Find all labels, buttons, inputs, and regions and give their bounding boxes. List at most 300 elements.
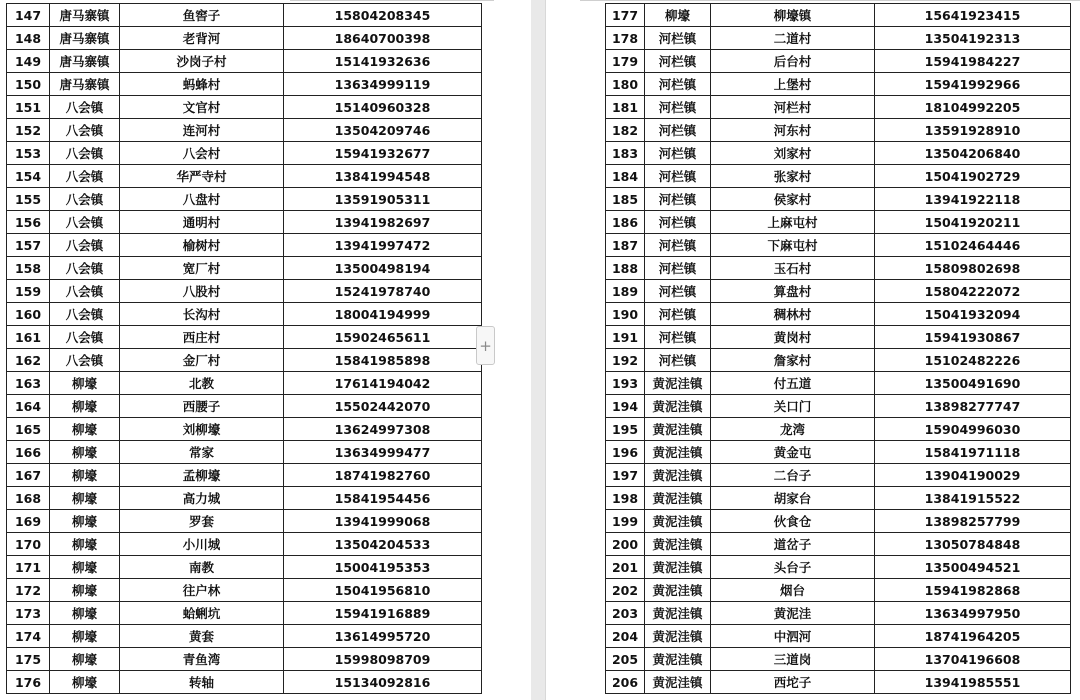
table-row	[7, 96, 482, 119]
cell-village: 上堡村	[711, 73, 875, 96]
cell-phone: 15134092816	[284, 671, 482, 694]
cell-number: 181	[606, 96, 645, 119]
cell-village: 算盘村	[711, 280, 875, 303]
cell-village: 伙食仓	[711, 510, 875, 533]
table-row	[606, 50, 1071, 73]
table-row	[7, 487, 482, 510]
cell-town: 八会镇	[50, 142, 120, 165]
cell-number: 171	[7, 556, 50, 579]
table-row	[606, 625, 1071, 648]
table-row	[606, 533, 1071, 556]
cell-phone: 18004194999	[284, 303, 482, 326]
cell-town: 黄泥洼镇	[645, 648, 711, 671]
cell-phone: 13634999119	[284, 73, 482, 96]
cell-number: 188	[606, 257, 645, 280]
cell-number: 154	[7, 165, 50, 188]
cell-number: 162	[7, 349, 50, 372]
cell-town: 柳壕	[50, 441, 120, 464]
cell-town: 河栏镇	[645, 349, 711, 372]
cell-town: 八会镇	[50, 188, 120, 211]
cell-number: 185	[606, 188, 645, 211]
table-row	[7, 188, 482, 211]
cell-village: 黄岗村	[711, 326, 875, 349]
cell-village: 头台子	[711, 556, 875, 579]
table-row	[7, 579, 482, 602]
cell-phone: 13941999068	[284, 510, 482, 533]
cell-village: 二台子	[711, 464, 875, 487]
cell-number: 156	[7, 211, 50, 234]
table-row	[7, 533, 482, 556]
table-row	[606, 188, 1071, 211]
cell-number: 170	[7, 533, 50, 556]
cell-village: 黄金屯	[711, 441, 875, 464]
cell-number: 183	[606, 142, 645, 165]
cell-village: 刘柳壕	[120, 418, 284, 441]
table-row	[7, 73, 482, 96]
cell-number: 158	[7, 257, 50, 280]
cell-village: 八股村	[120, 280, 284, 303]
cell-number: 187	[606, 234, 645, 257]
table-row	[7, 510, 482, 533]
cell-phone: 13841915522	[875, 487, 1071, 510]
cell-town: 柳壕	[50, 487, 120, 510]
cell-number: 203	[606, 602, 645, 625]
cell-town: 柳壕	[50, 671, 120, 694]
cell-town: 柳壕	[50, 372, 120, 395]
cell-village: 河东村	[711, 119, 875, 142]
cell-phone: 13624997308	[284, 418, 482, 441]
cell-village: 通明村	[120, 211, 284, 234]
cell-town: 唐马寨镇	[50, 27, 120, 50]
table-row	[606, 395, 1071, 418]
cell-phone: 13941997472	[284, 234, 482, 257]
table-row	[606, 119, 1071, 142]
cell-number: 182	[606, 119, 645, 142]
cell-town: 河栏镇	[645, 326, 711, 349]
cell-phone: 13941982697	[284, 211, 482, 234]
cell-village: 西庄村	[120, 326, 284, 349]
table-row	[7, 418, 482, 441]
cell-number: 159	[7, 280, 50, 303]
cell-number: 184	[606, 165, 645, 188]
page-divider	[545, 0, 546, 700]
table-row	[7, 234, 482, 257]
table-row	[7, 395, 482, 418]
cell-village: 沙岗子村	[120, 50, 284, 73]
table-body-left	[7, 4, 482, 694]
table-row	[606, 4, 1071, 27]
cell-number: 201	[606, 556, 645, 579]
cell-number: 169	[7, 510, 50, 533]
cell-village: 下麻屯村	[711, 234, 875, 257]
table-row	[606, 487, 1071, 510]
cell-phone: 15502442070	[284, 395, 482, 418]
cell-phone: 13591928910	[875, 119, 1071, 142]
cell-town: 唐马寨镇	[50, 4, 120, 27]
table-row	[606, 441, 1071, 464]
table-row	[7, 441, 482, 464]
cell-phone: 15804222072	[875, 280, 1071, 303]
cell-phone: 15998098709	[284, 648, 482, 671]
cell-town: 八会镇	[50, 303, 120, 326]
cell-phone: 15902465611	[284, 326, 482, 349]
cell-phone: 13704196608	[875, 648, 1071, 671]
cell-number: 167	[7, 464, 50, 487]
table-row	[606, 602, 1071, 625]
cell-phone: 13941985551	[875, 671, 1071, 694]
cell-village: 金厂村	[120, 349, 284, 372]
cell-town: 河栏镇	[645, 303, 711, 326]
cell-town: 唐马寨镇	[50, 73, 120, 96]
table-row	[606, 326, 1071, 349]
cell-phone: 15102464446	[875, 234, 1071, 257]
cell-phone: 18741982760	[284, 464, 482, 487]
cell-town: 八会镇	[50, 349, 120, 372]
table-row	[606, 556, 1071, 579]
cell-village: 八会村	[120, 142, 284, 165]
cell-phone: 13591905311	[284, 188, 482, 211]
cell-number: 168	[7, 487, 50, 510]
cell-number: 191	[606, 326, 645, 349]
cell-phone: 13504204533	[284, 533, 482, 556]
cell-phone: 15941930867	[875, 326, 1071, 349]
cell-phone: 13500498194	[284, 257, 482, 280]
cell-town: 柳壕	[50, 556, 120, 579]
cell-phone: 15941984227	[875, 50, 1071, 73]
table-row	[7, 50, 482, 73]
table-row	[606, 165, 1071, 188]
cell-number: 180	[606, 73, 645, 96]
cell-phone: 15841954456	[284, 487, 482, 510]
table-row	[606, 510, 1071, 533]
cell-number: 160	[7, 303, 50, 326]
cell-village: 西坨子	[711, 671, 875, 694]
table-row	[7, 625, 482, 648]
cell-town: 柳壕	[50, 533, 120, 556]
table-row	[7, 303, 482, 326]
cell-village: 小川城	[120, 533, 284, 556]
cell-village: 常家	[120, 441, 284, 464]
table-body-right	[606, 4, 1071, 694]
cell-number: 194	[606, 395, 645, 418]
cell-village: 关口门	[711, 395, 875, 418]
table-row	[606, 418, 1071, 441]
cell-town: 黄泥洼镇	[645, 441, 711, 464]
cell-village: 龙湾	[711, 418, 875, 441]
cell-number: 148	[7, 27, 50, 50]
contact-table-right	[605, 3, 1071, 694]
cell-phone: 15041932094	[875, 303, 1071, 326]
cell-phone: 13898277747	[875, 395, 1071, 418]
cell-town: 黄泥洼镇	[645, 671, 711, 694]
cell-village: 玉石村	[711, 257, 875, 280]
table-row	[7, 142, 482, 165]
page-gutter	[531, 0, 545, 700]
cell-phone: 17614194042	[284, 372, 482, 395]
cell-phone: 13904190029	[875, 464, 1071, 487]
cell-town: 柳壕	[50, 625, 120, 648]
cell-village: 付五道	[711, 372, 875, 395]
cell-town: 柳壕	[50, 510, 120, 533]
cell-town: 柳壕	[50, 602, 120, 625]
cell-phone: 15041902729	[875, 165, 1071, 188]
cell-number: 151	[7, 96, 50, 119]
cell-number: 186	[606, 211, 645, 234]
cell-number: 153	[7, 142, 50, 165]
table-row	[606, 349, 1071, 372]
cell-town: 河栏镇	[645, 50, 711, 73]
table-row	[606, 234, 1071, 257]
cell-number: 147	[7, 4, 50, 27]
cell-village: 张家村	[711, 165, 875, 188]
cell-town: 黄泥洼镇	[645, 418, 711, 441]
table-row	[606, 579, 1071, 602]
top-rule-left	[290, 0, 494, 1]
cell-village: 南教	[120, 556, 284, 579]
table-row	[606, 142, 1071, 165]
table-row	[7, 211, 482, 234]
cell-village: 黄泥洼	[711, 602, 875, 625]
cell-town: 河栏镇	[645, 211, 711, 234]
cell-village: 黄套	[120, 625, 284, 648]
cell-phone: 15841985898	[284, 349, 482, 372]
cell-village: 刘家村	[711, 142, 875, 165]
cell-phone: 13614995720	[284, 625, 482, 648]
cell-phone: 15841971118	[875, 441, 1071, 464]
cell-village: 詹家村	[711, 349, 875, 372]
table-row	[606, 464, 1071, 487]
cell-phone: 15041920211	[875, 211, 1071, 234]
cell-phone: 13500494521	[875, 556, 1071, 579]
cell-town: 八会镇	[50, 234, 120, 257]
cell-town: 八会镇	[50, 96, 120, 119]
cell-village: 上麻屯村	[711, 211, 875, 234]
cell-town: 黄泥洼镇	[645, 464, 711, 487]
watermark	[985, 665, 1075, 689]
cell-phone: 18741964205	[875, 625, 1071, 648]
cell-village: 蚂蜂村	[120, 73, 284, 96]
cell-village: 罗套	[120, 510, 284, 533]
cell-number: 193	[606, 372, 645, 395]
cell-town: 河栏镇	[645, 280, 711, 303]
cell-village: 连河村	[120, 119, 284, 142]
cell-phone: 13504192313	[875, 27, 1071, 50]
cell-phone: 18640700398	[284, 27, 482, 50]
table-row	[606, 303, 1071, 326]
cell-town: 柳壕	[50, 648, 120, 671]
table-row	[7, 556, 482, 579]
cell-village: 文官村	[120, 96, 284, 119]
table-row	[7, 671, 482, 694]
cell-village: 北教	[120, 372, 284, 395]
cell-phone: 15140960328	[284, 96, 482, 119]
cell-phone: 13898257799	[875, 510, 1071, 533]
cell-phone: 15941932677	[284, 142, 482, 165]
cell-village: 老背河	[120, 27, 284, 50]
cell-number: 152	[7, 119, 50, 142]
table-row	[7, 257, 482, 280]
cell-town: 河栏镇	[645, 257, 711, 280]
cell-town: 黄泥洼镇	[645, 487, 711, 510]
cell-town: 黄泥洼镇	[645, 372, 711, 395]
cell-number: 150	[7, 73, 50, 96]
cell-village: 后台村	[711, 50, 875, 73]
table-row	[7, 602, 482, 625]
cell-number: 199	[606, 510, 645, 533]
cell-town: 八会镇	[50, 257, 120, 280]
cell-phone: 13634997950	[875, 602, 1071, 625]
cell-number: 161	[7, 326, 50, 349]
cell-number: 198	[606, 487, 645, 510]
table-row	[7, 349, 482, 372]
cell-village: 榆树村	[120, 234, 284, 257]
contact-table-left	[6, 3, 482, 694]
cell-phone: 13634999477	[284, 441, 482, 464]
cell-town: 八会镇	[50, 119, 120, 142]
cell-phone: 13500491690	[875, 372, 1071, 395]
cell-village: 转轴	[120, 671, 284, 694]
cell-town: 黄泥洼镇	[645, 602, 711, 625]
cell-phone: 15904996030	[875, 418, 1071, 441]
cell-town: 黄泥洼镇	[645, 579, 711, 602]
cell-number: 206	[606, 671, 645, 694]
cell-phone: 15941916889	[284, 602, 482, 625]
cell-village: 中泗河	[711, 625, 875, 648]
cell-number: 157	[7, 234, 50, 257]
cell-town: 黄泥洼镇	[645, 625, 711, 648]
cell-phone: 13941922118	[875, 188, 1071, 211]
cell-town: 八会镇	[50, 280, 120, 303]
cell-town: 柳壕	[645, 4, 711, 27]
cell-town: 河栏镇	[645, 96, 711, 119]
cell-phone: 13504209746	[284, 119, 482, 142]
cell-village: 三道岗	[711, 648, 875, 671]
cell-village: 青鱼湾	[120, 648, 284, 671]
cell-number: 189	[606, 280, 645, 303]
cell-number: 163	[7, 372, 50, 395]
cell-town: 柳壕	[50, 464, 120, 487]
cell-village: 二道村	[711, 27, 875, 50]
cell-phone: 13504206840	[875, 142, 1071, 165]
add-button[interactable]: +	[476, 326, 495, 365]
cell-number: 155	[7, 188, 50, 211]
cell-village: 往户林	[120, 579, 284, 602]
cell-number: 172	[7, 579, 50, 602]
cell-number: 174	[7, 625, 50, 648]
top-rule-right	[580, 0, 1080, 1]
cell-phone: 15241978740	[284, 280, 482, 303]
cell-village: 蛤蜊坑	[120, 602, 284, 625]
table-row	[606, 211, 1071, 234]
cell-town: 河栏镇	[645, 119, 711, 142]
cell-number: 149	[7, 50, 50, 73]
cell-phone: 13050784848	[875, 533, 1071, 556]
cell-town: 八会镇	[50, 165, 120, 188]
cell-phone: 15004195353	[284, 556, 482, 579]
table-row	[7, 165, 482, 188]
cell-number: 204	[606, 625, 645, 648]
cell-phone: 15809802698	[875, 257, 1071, 280]
cell-village: 河栏村	[711, 96, 875, 119]
table-row	[7, 326, 482, 349]
cell-number: 175	[7, 648, 50, 671]
cell-town: 柳壕	[50, 395, 120, 418]
cell-number: 176	[7, 671, 50, 694]
cell-town: 黄泥洼镇	[645, 556, 711, 579]
cell-town: 河栏镇	[645, 165, 711, 188]
cell-number: 190	[606, 303, 645, 326]
cell-town: 河栏镇	[645, 27, 711, 50]
cell-number: 202	[606, 579, 645, 602]
cell-phone: 15804208345	[284, 4, 482, 27]
cell-village: 八盘村	[120, 188, 284, 211]
cell-number: 195	[606, 418, 645, 441]
cell-village: 高力城	[120, 487, 284, 510]
cell-village: 胡家台	[711, 487, 875, 510]
cell-village: 西腰子	[120, 395, 284, 418]
table-row	[606, 96, 1071, 119]
cell-village: 烟台	[711, 579, 875, 602]
cell-village: 华严寺村	[120, 165, 284, 188]
cell-village: 长沟村	[120, 303, 284, 326]
cell-phone: 15141932636	[284, 50, 482, 73]
table-row	[7, 119, 482, 142]
cell-town: 柳壕	[50, 418, 120, 441]
table-row	[606, 372, 1071, 395]
cell-town: 黄泥洼镇	[645, 533, 711, 556]
cell-phone: 15941992966	[875, 73, 1071, 96]
cell-number: 197	[606, 464, 645, 487]
cell-phone: 18104992205	[875, 96, 1071, 119]
cell-village: 孟柳壕	[120, 464, 284, 487]
cell-phone: 15641923415	[875, 4, 1071, 27]
table-row	[606, 280, 1071, 303]
cell-town: 河栏镇	[645, 188, 711, 211]
table-row	[606, 73, 1071, 96]
cell-town: 八会镇	[50, 326, 120, 349]
table-row	[7, 27, 482, 50]
cell-number: 179	[606, 50, 645, 73]
table-row	[7, 372, 482, 395]
cell-number: 192	[606, 349, 645, 372]
cell-phone: 15041956810	[284, 579, 482, 602]
cell-town: 黄泥洼镇	[645, 510, 711, 533]
cell-phone: 13841994548	[284, 165, 482, 188]
table-row	[7, 280, 482, 303]
cell-number: 200	[606, 533, 645, 556]
cell-town: 唐马寨镇	[50, 50, 120, 73]
cell-phone: 15941982868	[875, 579, 1071, 602]
table-row	[7, 464, 482, 487]
cell-number: 166	[7, 441, 50, 464]
cell-number: 178	[606, 27, 645, 50]
cell-town: 柳壕	[50, 579, 120, 602]
cell-village: 宽厂村	[120, 257, 284, 280]
table-row	[7, 4, 482, 27]
cell-village: 稠林村	[711, 303, 875, 326]
cell-number: 165	[7, 418, 50, 441]
table-row	[7, 648, 482, 671]
cell-village: 道岔子	[711, 533, 875, 556]
cell-town: 河栏镇	[645, 142, 711, 165]
cell-number: 164	[7, 395, 50, 418]
cell-town: 黄泥洼镇	[645, 395, 711, 418]
table-row	[606, 27, 1071, 50]
cell-number: 196	[606, 441, 645, 464]
cell-number: 177	[606, 4, 645, 27]
cell-village: 侯家村	[711, 188, 875, 211]
cell-phone: 15102482226	[875, 349, 1071, 372]
